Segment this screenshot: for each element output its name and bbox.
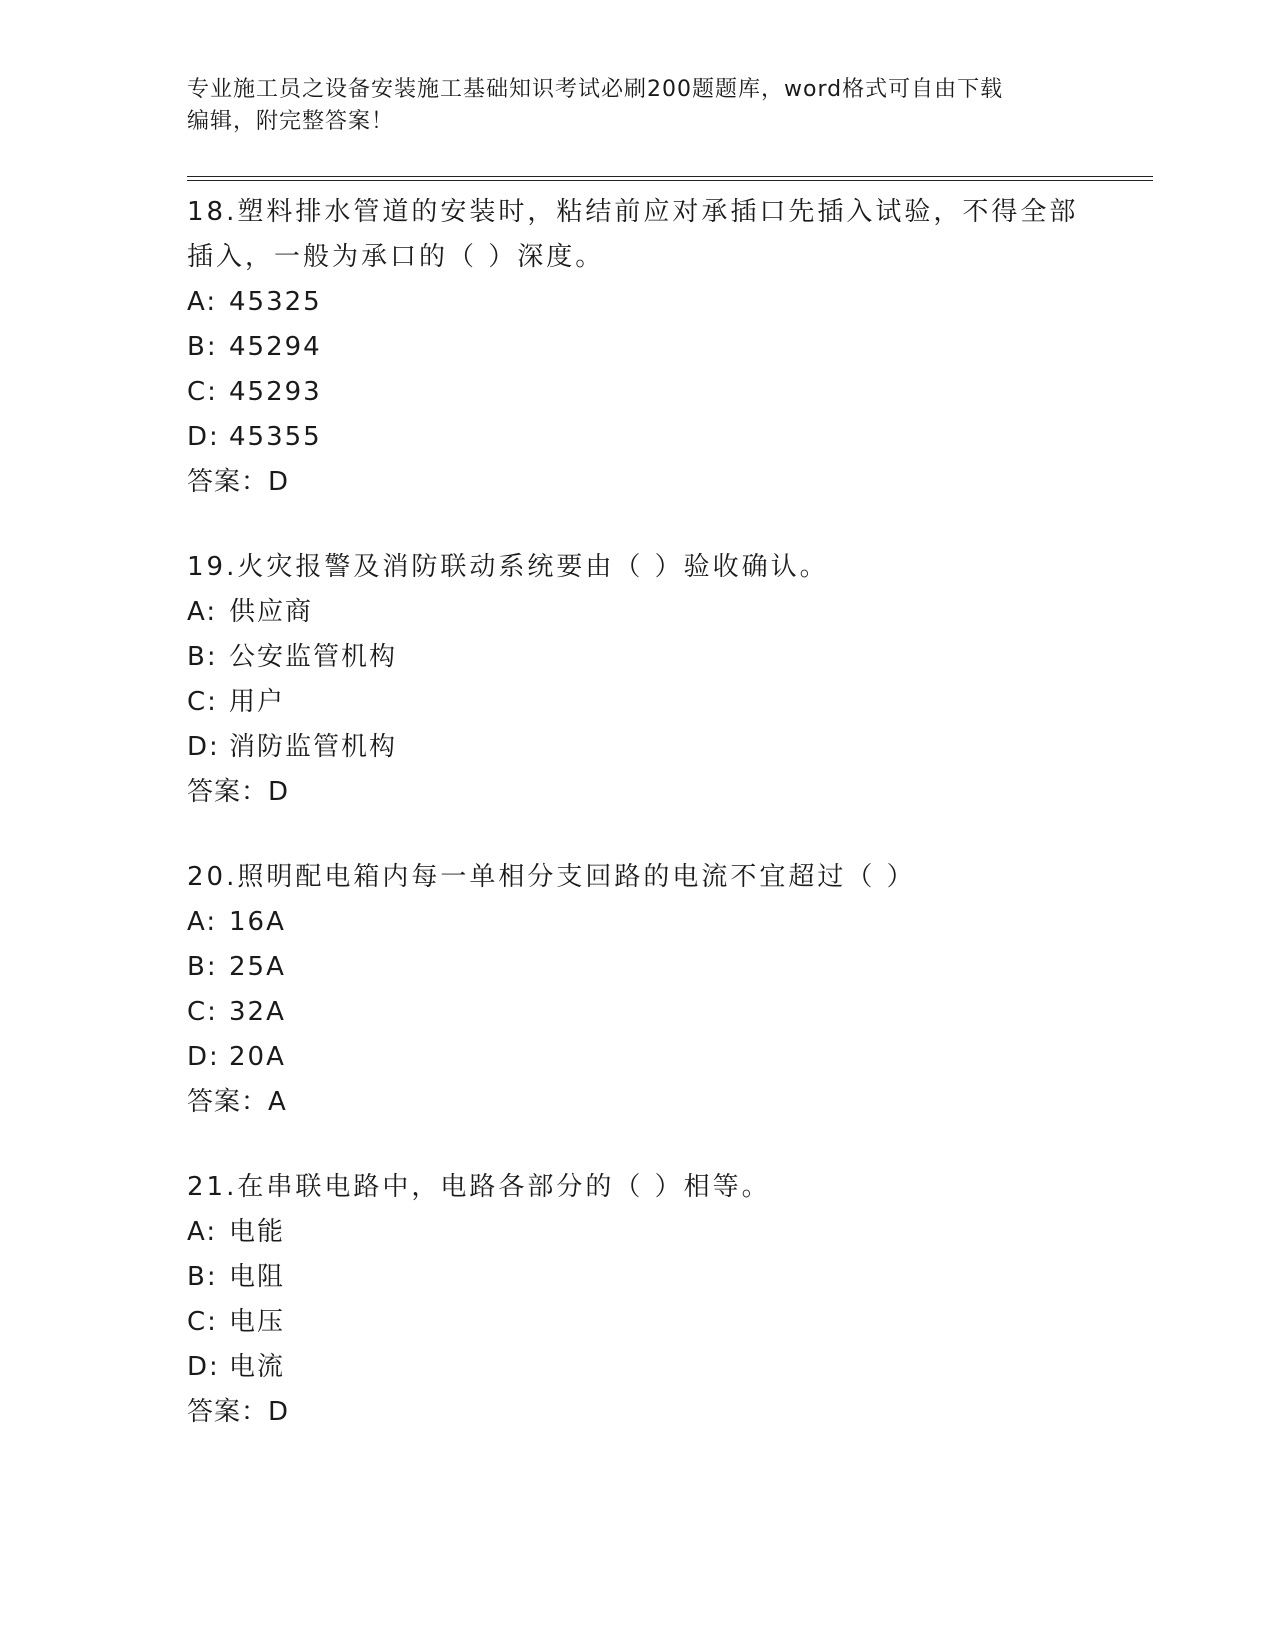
option-key: D: (187, 422, 220, 452)
answer-line: 答案：D (187, 467, 290, 497)
question-stem: 18.塑料排水管道的安装时，粘结前应对承插口先插入试验，不得全部 (187, 197, 1079, 227)
header-title-line-2: 编辑，附完整答案！ (187, 109, 395, 134)
option-text: 45293 (229, 377, 322, 407)
option-b (187, 635, 1087, 680)
option-text: 25A (229, 952, 286, 982)
option-d (187, 1345, 1087, 1390)
option-key: B: (187, 1262, 218, 1292)
header-title-line-1: 专业施工员之设备安装施工基础知识考试必刷200题题库，word格式可自由下载 (187, 77, 1004, 102)
question-20 (187, 855, 1087, 1125)
option-a (187, 280, 1087, 325)
answer-line: 答案：D (187, 1397, 290, 1427)
option-key: C: (187, 377, 218, 407)
option-c (187, 1300, 1087, 1345)
option-text: 45325 (229, 287, 322, 317)
question-stem: 19.火灾报警及消防联动系统要由（ ）验收确认。 (187, 552, 829, 582)
header-divider (187, 176, 1153, 181)
option-text: 电流 (229, 1352, 286, 1382)
option-key: B: (187, 952, 218, 982)
option-b (187, 325, 1087, 370)
question-list (187, 190, 1087, 1475)
option-text: 20A (229, 1042, 286, 1072)
option-a (187, 1210, 1087, 1255)
option-key: C: (187, 1307, 218, 1337)
option-key: D: (187, 732, 220, 762)
option-key: A: (187, 907, 218, 937)
option-text: 电能 (229, 1217, 286, 1247)
option-text: 32A (229, 997, 286, 1027)
option-text: 电阻 (229, 1262, 286, 1292)
option-text: 公安监管机构 (229, 642, 398, 672)
option-a (187, 590, 1087, 635)
option-key: D: (187, 1042, 220, 1072)
option-c (187, 680, 1087, 725)
option-text: 16A (229, 907, 286, 937)
option-c (187, 370, 1087, 415)
question-18 (187, 190, 1087, 505)
option-d (187, 1035, 1087, 1080)
option-b (187, 945, 1087, 990)
option-a (187, 900, 1087, 945)
option-key: A: (187, 287, 218, 317)
option-text: 45294 (229, 332, 322, 362)
option-key: A: (187, 597, 218, 627)
question-stem-continued: 插入，一般为承口的（ ）深度。 (187, 242, 605, 272)
option-key: C: (187, 997, 218, 1027)
option-text: 消防监管机构 (229, 732, 398, 762)
option-key: D: (187, 1352, 220, 1382)
option-c (187, 990, 1087, 1035)
option-text: 供应商 (229, 597, 314, 627)
option-key: C: (187, 687, 218, 717)
option-text: 用户 (229, 687, 286, 717)
option-d (187, 415, 1087, 460)
option-key: B: (187, 642, 218, 672)
option-key: B: (187, 332, 218, 362)
option-text: 45355 (229, 422, 322, 452)
question-stem: 20.照明配电箱内每一单相分支回路的电流不宜超过（ ） (187, 862, 916, 892)
option-b (187, 1255, 1087, 1300)
option-text: 电压 (229, 1307, 286, 1337)
page-header (187, 74, 1087, 138)
option-key: A: (187, 1217, 218, 1247)
question-stem: 21.在串联电路中，电路各部分的（ ）相等。 (187, 1172, 771, 1202)
question-19 (187, 545, 1087, 815)
question-21 (187, 1165, 1087, 1435)
answer-line: 答案：A (187, 1087, 287, 1117)
answer-line: 答案：D (187, 777, 290, 807)
option-d (187, 725, 1087, 770)
